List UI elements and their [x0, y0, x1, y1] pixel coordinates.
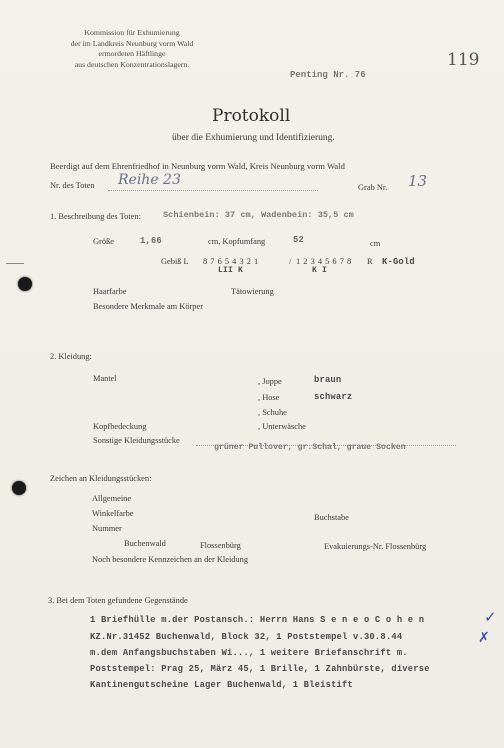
- merkmale-label: Besondere Merkmale am Körper: [93, 302, 203, 311]
- check-mark-icon: ✓: [484, 608, 497, 626]
- kopfumfang-value: 52: [293, 235, 304, 245]
- gegenstaende-line-2: KZ.Nr.31452 Buchenwald, Block 32, 1 Poststempel v.30.8.44: [90, 632, 403, 642]
- burial-text: Beerdigt auf dem Ehrenfriedhof in Neunburg vorm Wald, Kreis Neunburg vorm Wald: [50, 161, 345, 171]
- flossenbuerg-label: Flossenbürg: [200, 541, 241, 550]
- commission-header: [52, 28, 212, 70]
- groesse-value: 1,66: [140, 236, 162, 246]
- gegenstaende-line-1: 1 Briefhülle m.der Postansch.: Herrn Hans S e n e o C o h e n: [90, 615, 425, 625]
- header-line-3: ermordeten Häftlinge: [98, 49, 166, 58]
- sonstige-value: grüner Pullover, gr.Schal, graue Socken: [214, 443, 406, 452]
- gegenstaende-line-5: Kantinengutscheine Lager Buchenwald, 1 Bleistift: [90, 680, 353, 690]
- taetowierung-label: Tätowierung: [231, 287, 274, 296]
- cross-mark-icon: ✗: [478, 630, 490, 646]
- header-line-2: der im Landkreis Neunburg vorm Wald: [70, 38, 194, 48]
- sonstige-label: Sonstige Kleidungsstücke: [93, 436, 180, 445]
- mantel-label: Mantel: [93, 374, 117, 383]
- cm-label: cm: [370, 239, 381, 248]
- header-line-4: aus deutschen Konzentrationslagern.: [74, 59, 190, 69]
- nr-label: Nr. des Toten: [50, 181, 95, 190]
- joppe-value: braun: [314, 375, 342, 385]
- nr-line: [108, 190, 318, 191]
- unterwaesche-label: , Unterwäsche: [258, 422, 306, 431]
- gebiss-teeth-right: 1 2 3 4 5 6 7 8: [296, 257, 352, 266]
- buchenwald-label: Buchenwald: [124, 539, 166, 548]
- gebiss-r: R: [367, 257, 373, 266]
- buchstabe-label: Buchstabe: [314, 513, 349, 522]
- allgemeine-label: Allgemeine: [92, 494, 132, 503]
- page-subtitle: über die Exhumierung und Identifizierung.: [172, 133, 335, 143]
- gebiss-marks-right: K I: [312, 266, 328, 275]
- margin-mark: [6, 263, 24, 264]
- hose-label: , Hose: [258, 393, 280, 402]
- kopfbedeckung-label: Kopfbedeckung: [93, 422, 147, 431]
- section2-heading: 2. Kleidung:: [50, 352, 92, 361]
- grab-label: Grab Nr.: [358, 183, 388, 192]
- zeichen-heading: Zeichen an Kleidungsstücken:: [50, 474, 152, 483]
- page-number: 119: [447, 50, 480, 70]
- reference-number: Penting Nr. 76: [290, 70, 366, 80]
- schuhe-label: , Schuhe: [258, 408, 287, 417]
- nummer-label: Nummer: [92, 524, 122, 533]
- noch-label: Noch besondere Kennzeichen an der Kleidung: [92, 555, 249, 564]
- nr-value: Reihe 23: [118, 172, 181, 188]
- cm-kopfumfang-label: cm, Kopfumfang: [208, 237, 266, 246]
- grab-value: 13: [408, 172, 428, 190]
- winkelfarbe-label: Winkelfarbe: [92, 509, 134, 518]
- gebiss-separator: /: [289, 257, 292, 266]
- hose-value: schwarz: [314, 392, 353, 402]
- gegenstaende-line-4: Poststempel: Prag 25, März 45, 1 Brille, 1 Zahnbürste, diverse: [90, 664, 430, 674]
- gebiss-marks-left: LII K: [218, 266, 244, 275]
- gegenstaende-line-3: m.dem Anfangsbuchstaben Wi..., 1 weitere Briefanschrift m.: [90, 648, 408, 658]
- haarfarbe-label: Haarfarbe: [93, 287, 127, 296]
- evakuierung-label: Evakuierungs-Nr. Flossenbürg: [324, 542, 427, 551]
- section3-heading: 3. Bei dem Toten gefundene Gegenstände: [48, 596, 188, 605]
- page-title: Protokoll: [212, 106, 291, 126]
- joppe-label: , Joppe: [258, 377, 282, 386]
- gebiss-gold: K-Gold: [382, 257, 415, 267]
- section1-typed-measures: Schienbein: 37 cm, Wadenbein: 35,5 cm: [163, 210, 354, 220]
- groesse-label: Größe: [93, 237, 114, 246]
- punch-hole-bottom: [12, 481, 26, 495]
- header-line-1: Kommission für Exhumierung: [84, 28, 180, 37]
- gebiss-label: Gebiß L: [161, 257, 189, 266]
- section1-heading: 1. Beschreibung des Toten:: [50, 212, 141, 221]
- punch-hole-top: [18, 277, 32, 291]
- gebiss-teeth-left: 8 7 6 5 4 3 2 1: [203, 257, 259, 266]
